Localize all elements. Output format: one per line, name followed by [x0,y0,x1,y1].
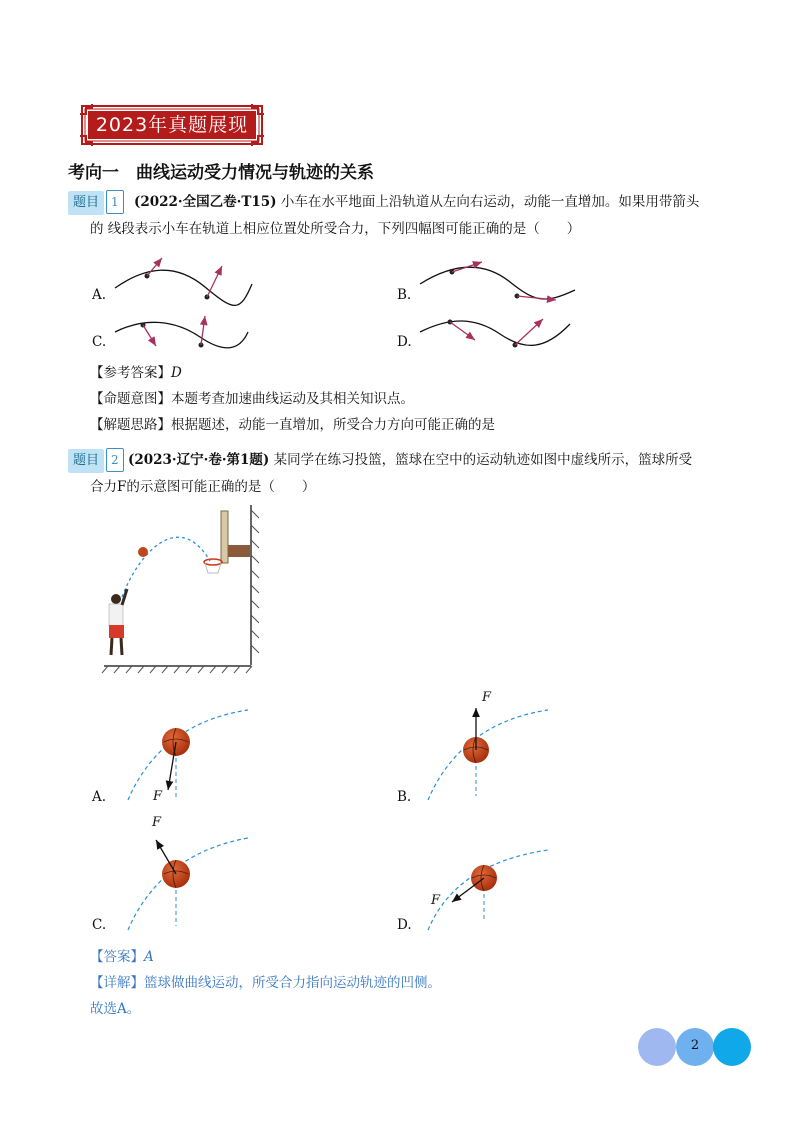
q2-option-b-figure [428,708,548,800]
q2-option-d-figure [428,850,548,930]
q2-option-c-figure [128,838,248,930]
q2-option-a-figure [128,710,248,800]
question-source: (2022·全国乙卷·T15) [133,194,277,210]
q1-option-a-figure [115,258,252,305]
page-number: 2 [690,1038,700,1053]
question-2-line-2: 合力F的示意图可能正确的是（ ） [90,479,316,495]
question-2-line-1 [68,448,768,473]
title-banner [80,104,264,146]
question-source: (2023·辽宁·卷·第1题) [127,452,270,468]
q1-idea-line [90,414,495,436]
q1-answer-value: D [171,365,182,381]
q1-answer-label: 【参考答案】 [90,365,171,381]
q1-intent-line [90,388,414,410]
question-text: 某同学在练习投篮，篮球在空中的运动轨迹如图中虚线所示，篮球所受 [273,452,693,468]
q1-options-figure [90,252,770,362]
banner-title: 2023年真题展现 [88,111,256,139]
force-label-a: F [153,789,163,804]
question-tag: 题目 [68,449,104,473]
q2-answer-value: A [144,949,154,965]
q2-option-a-label: A. [92,789,107,805]
q1-option-b-figure [420,262,575,300]
q1-intent-text: 本题考查加速曲线运动及其相关知识点。 [171,391,414,407]
q2-option-b-label: B. [397,789,412,805]
q2-answer-line [90,946,154,968]
basketball-scene-illustration [100,505,265,677]
q1-option-d-figure [420,319,570,348]
force-label-d: F [431,893,441,908]
q1-option-d-label: D. [397,334,412,350]
question-1-line-1 [68,190,748,215]
q1-intent-label: 【命题意图】 [90,391,171,407]
q2-options-figure [120,690,570,940]
q1-idea-text: 根据题述，动能一直增加，所受合力方向可能正确的是 [171,417,495,433]
question-number: 1 [106,190,124,214]
question-number: 2 [106,448,124,472]
force-label-b: F [482,690,492,705]
q2-detail-line [90,972,441,994]
q2-conclusion: 故选A。 [90,1001,141,1017]
q1-answer-line [90,362,182,384]
question-text: 小车在水平地面上沿轨道从左向右运动，动能一直增加。如果用带箭头 [280,194,700,210]
q2-detail-label: 【详解】 [90,975,144,991]
page-number-badge [637,1027,753,1071]
question-1-line-2: 的 线段表示小车在轨道上相应位置处所受合力，下列四幅图可能正确的是（ ） [90,221,581,237]
q1-option-c-label: C. [92,334,107,350]
q1-option-a-label: A. [92,287,107,303]
question-tag: 题目 [68,191,104,215]
q1-option-c-figure [115,316,248,348]
q1-idea-label: 【解题思路】 [90,417,171,433]
section-title: 考向一 曲线运动受力情况与轨迹的关系 [68,163,374,183]
q2-detail-text: 篮球做曲线运动，所受合力指向运动轨迹的凹侧。 [144,975,441,991]
q2-option-d-label: D. [397,917,412,933]
force-label-c: F [152,815,162,830]
q1-option-b-label: B. [397,287,412,303]
q2-answer-label: 【答案】 [90,949,144,965]
q2-option-c-label: C. [92,917,107,933]
